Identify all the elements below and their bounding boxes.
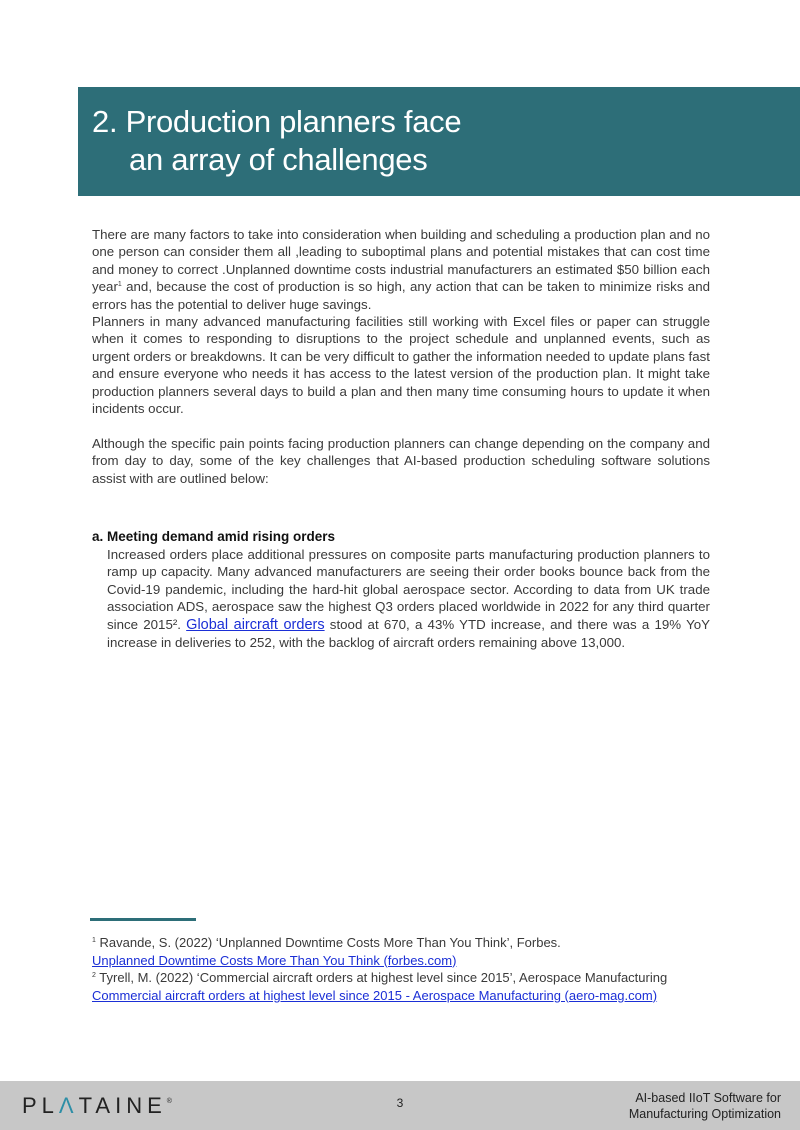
logo-text-start: PL [22,1093,59,1118]
footnote-1-number: 1 [92,937,96,944]
section-a-text-a: Increased orders place additional pressures on composite parts manufacturing production planners to ramp up capacity. Many advanced manufacturers are seeing their order books bounce back from the Covid-19 pandemic, including the hard-hit global aerospace sector. According to data from UK trade association ADS, aerospace saw the highest Q3 orders placed worldwide in 2022 for any third quarter since 2015² [107,547,710,632]
section-a-text [107,546,710,651]
footnote-1-link[interactable]: Unplanned Downtime Costs More Than You Think (forbes.com) [92,952,457,968]
page-title-line-2: an array of challenges [129,142,428,177]
footnote-divider [90,918,196,921]
page-number: 3 [396,1096,404,1110]
intro-text [92,226,710,487]
footnote-2-link[interactable]: Commercial aircraft orders at highest level since 2015 - Aerospace Manufacturing (aero-mag.com) [92,987,658,1003]
global-aircraft-orders-link[interactable]: Global aircraft orders [186,616,325,633]
intro-paragraph-1-text-b: and, because the cost of production is so high, any action that can be taken to minimize risks and errors has the potential to deliver huge savings. [92,279,710,312]
footnote-1 [92,934,732,952]
footnotes [92,934,732,1004]
footnote-2 [92,969,732,987]
section-a-text-b: . [177,616,187,632]
intro-paragraph-3: Although the specific pain points facing production planners can change depending on the company and from day to day, some of the key challenges that AI-based production scheduling software solutions assist with are outlined below: [92,435,710,486]
intro-paragraph-2: Planners in many advanced manufacturing facilities still working with Excel files or paper can struggle when it comes to responding to disruptions to the project schedule and unplanned events, such as urgent orders or breakdowns. It can be very difficult to gather the information needed to update plans fast and ensure everyone who needs it has access to the latest version of the production plan. It might take production planners several days to build a plan and then many time consuming hours to update it when incidents occur. [92,314,710,417]
intro-paragraph-1 [92,226,710,313]
footnote-2-text: Tyrell, M. (2022) ‘Commercial aircraft orders at highest level since 2015’, Aerospace Manufacturing [95,970,668,986]
tagline-line-2: Manufacturing Optimization [628,1107,781,1121]
intro-paragraph-1-text-a: There are many factors to take into consideration when building and scheduling a production plan and no one person can consider them all ,leading to suboptimal plans and potential mistakes that can cost time and money to correct .Unplanned downtime costs industrial manufacturers an estimated $50 billion each year [92,227,710,295]
section-title-banner [78,87,800,196]
footnote-1-text: Ravande, S. (2022) ‘Unplanned Downtime Costs More Than You Think’, Forbes. [95,935,561,950]
registered-mark: ® [166,1098,172,1105]
logo-text-end: TAINE [78,1093,167,1118]
footer-tagline [629,1090,781,1122]
page-footer [0,1081,800,1130]
logo-accent-letter: Λ [58,1093,79,1118]
tagline-line-1: AI-based IIoT Software for [635,1091,781,1105]
plataine-logo [22,1093,172,1119]
footnote-2-number: 2 [92,972,96,980]
section-a-text-c: stood at 670, a 43% YTD increase, and there was a 19% YoY increase in deliveries to 252, with the backlog of aircraft orders remaining above 13,000. [107,616,710,651]
page-title-line-1: 2. Production planners face [92,104,462,139]
section-a-heading: a. Meeting demand amid rising orders [92,529,336,544]
footnote-ref-1: 1 [117,281,122,289]
